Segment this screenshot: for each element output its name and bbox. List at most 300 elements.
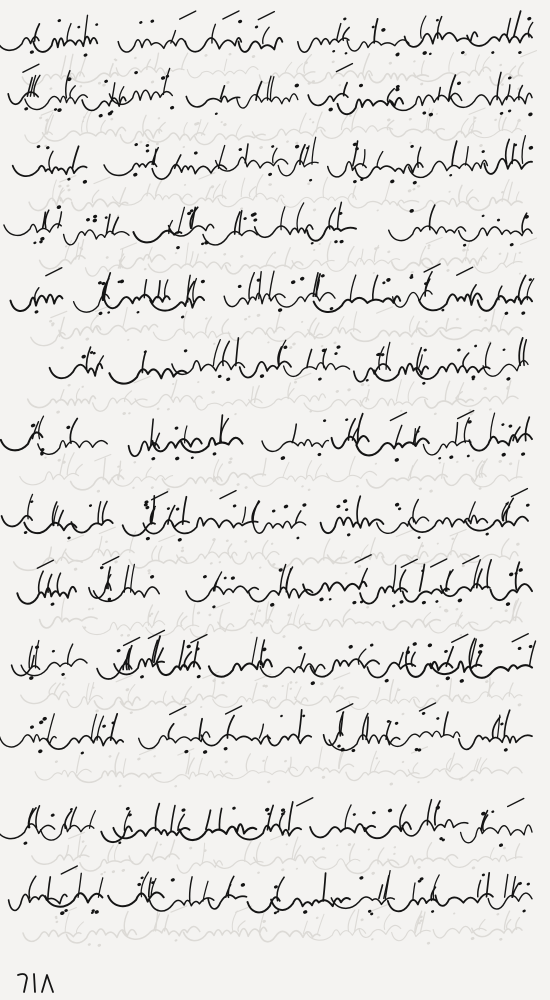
bleed-line-word-ascender <box>475 55 479 72</box>
bleed-line-7 <box>20 453 522 493</box>
manuscript-line-word-dot <box>80 751 84 755</box>
bleed-line-word-stroke <box>184 927 267 940</box>
manuscript-line-word-stroke <box>17 587 76 604</box>
manuscript-line-word-dot <box>136 311 140 314</box>
manuscript-line-word-dot <box>466 454 470 457</box>
bleed-line-word-ascender <box>123 759 126 774</box>
bleed-line-word-stroke <box>71 475 124 490</box>
bleed-line-word-dot <box>248 315 251 318</box>
manuscript-line-word-ascender <box>156 648 163 662</box>
manuscript-line-word-dot <box>438 457 442 460</box>
bleed-line-9 <box>40 598 522 638</box>
bleed-line-word-stroke <box>40 617 97 628</box>
bleed-line-word-ascender <box>323 177 328 198</box>
bleed-line-word-stroke <box>448 855 522 867</box>
manuscript-line-word-kaf-stroke <box>390 413 406 421</box>
bleed-line-word-dot <box>102 83 106 87</box>
bleed-line-word-dot <box>427 247 430 250</box>
bleed-line-word-dot <box>137 757 141 761</box>
manuscript-line-word-dot <box>522 909 526 913</box>
manuscript-line-word-dot <box>528 145 534 150</box>
manuscript-line-word-dot <box>526 882 530 886</box>
bleed-line-word-stroke <box>96 325 157 335</box>
manuscript-line-word-dot <box>497 218 501 222</box>
manuscript-line-word-kaf-stroke <box>297 798 313 806</box>
manuscript-line-word-ascender <box>307 350 312 368</box>
bleed-line-word-stroke <box>268 557 346 568</box>
manuscript-line-word-dot <box>271 145 275 149</box>
bleed-line-word-stroke <box>382 552 428 565</box>
bleed-line-word-stroke <box>59 326 101 339</box>
bleed-line-word-dot <box>96 489 100 493</box>
manuscript-line-word-dot <box>319 597 324 602</box>
manuscript-line-word-dot <box>145 149 149 153</box>
bleed-line-word-dot <box>256 313 261 317</box>
manuscript-line-word-dot <box>34 310 39 314</box>
manuscript-line-word-ascender <box>286 569 290 592</box>
bleed-line-word-dot <box>143 268 146 271</box>
bleed-line-word-ascender <box>124 912 128 933</box>
manuscript-line-word-dot <box>134 70 139 74</box>
bleed-line-word-dot <box>257 871 260 874</box>
bleed-line-word-dot <box>167 408 171 411</box>
bleed-line-word-dot <box>393 852 396 855</box>
manuscript-line-word-ascender <box>386 722 391 740</box>
bleed-line-word-dot <box>250 612 254 616</box>
manuscript-line-word-ascender <box>300 654 305 669</box>
bleed-line-word-dot <box>292 342 296 346</box>
manuscript-line-word-dot <box>410 144 414 148</box>
bleed-line-word-ascender <box>348 247 354 262</box>
manuscript-line-10 <box>12 630 536 685</box>
bleed-line-word-dot <box>258 609 262 612</box>
bleed-line-word-dot <box>367 848 370 851</box>
bleed-line-word-dot <box>375 757 378 760</box>
manuscript-line-word-stroke <box>11 295 63 311</box>
manuscript-line-word-dot <box>83 53 88 57</box>
bleed-line-8 <box>14 527 520 575</box>
bleed-line-word-ascender <box>159 546 162 560</box>
bleed-line-word-stroke <box>187 67 258 78</box>
manuscript-line-word-dot <box>139 21 143 25</box>
bleed-line-word-ascender <box>62 598 65 618</box>
manuscript-line-word-dot <box>40 447 45 452</box>
bleed-line-word-stroke <box>388 855 458 868</box>
manuscript-line-word-dot <box>217 374 222 378</box>
bleed-line-word-dot <box>307 182 311 186</box>
manuscript-line-word-ascender <box>236 338 239 366</box>
manuscript-line-word-ascender <box>39 571 44 592</box>
manuscript-line-word-dot <box>491 810 495 813</box>
bleed-line-word-dot <box>336 844 339 847</box>
bleed-line-word-ascender <box>54 683 60 695</box>
manuscript-line-word-dot <box>143 350 147 354</box>
bleed-line-word-dot <box>417 184 421 188</box>
bleed-line-word-dot <box>509 462 513 466</box>
bleed-line-word-ascender <box>101 120 105 132</box>
manuscript-line-word-dot <box>345 508 349 512</box>
bleed-line-word-ascender <box>422 61 425 76</box>
bleed-line-word-ascender <box>172 380 177 397</box>
bleed-line-word-dot <box>519 272 522 275</box>
bleed-line-word-dot <box>57 458 61 462</box>
bleed-line-word-dot <box>436 684 440 688</box>
manuscript-line-word-ascender <box>178 207 185 233</box>
manuscript-line-word-dot <box>352 813 356 817</box>
manuscript-line-word-stroke <box>488 893 532 909</box>
bleed-line-word-dot <box>489 408 493 411</box>
bleed-line-word-dot <box>270 542 273 545</box>
manuscript-line-word-stroke <box>255 225 313 237</box>
manuscript-line-word-stroke <box>172 361 245 375</box>
bleed-line-word-kaf-stroke <box>159 535 175 541</box>
bleed-line-word-stroke <box>20 472 79 485</box>
bleed-line-word-ascender <box>385 182 390 201</box>
manuscript-line-word-ascender <box>48 714 55 740</box>
manuscript-line-word-dot <box>412 642 417 647</box>
bleed-line-word-dot <box>498 252 501 255</box>
bleed-line-word-dot <box>294 380 298 384</box>
bleed-line-word-stroke <box>119 255 165 269</box>
bleed-line-word-dot <box>181 546 184 549</box>
manuscript-line-word-kaf-stroke <box>220 491 236 499</box>
manuscript-line-word-ascender <box>393 565 396 591</box>
bleed-line-word-dot <box>372 272 375 275</box>
bleed-line-word-dot <box>426 941 430 945</box>
manuscript-line-word-dot <box>201 242 205 246</box>
manuscript-line-word-dot <box>23 530 27 534</box>
manuscript-line-word-stroke <box>152 439 201 452</box>
bleed-line-word-ascender <box>341 114 348 129</box>
bleed-line-word-stroke <box>458 692 522 703</box>
bleed-line-word-ascender <box>285 62 292 73</box>
manuscript-line-word-ascender <box>155 804 159 831</box>
manuscript-line-word-dot <box>521 311 526 316</box>
manuscript-line-word-dot <box>320 274 325 278</box>
manuscript-line-word-stroke <box>262 440 328 452</box>
manuscript-line-word-dot <box>67 536 71 540</box>
bleed-line-word-dot <box>267 341 270 344</box>
manuscript-line-word-dot <box>435 600 439 604</box>
bleed-line-word-dot <box>221 681 225 685</box>
manuscript-line-word-ascender <box>206 810 211 829</box>
bleed-line-word-ascender <box>154 611 159 625</box>
manuscript-line-word-kaf-stroke <box>180 11 196 19</box>
manuscript-line-word-dot <box>521 452 526 457</box>
manuscript-line-word-dot <box>177 537 182 542</box>
bleed-line-word-dot <box>499 937 503 941</box>
bleed-line-word-ascender <box>265 756 268 771</box>
bleed-line-word-ascender <box>76 464 83 474</box>
manuscript-line-word-dot <box>92 218 98 223</box>
manuscript-line-word-ascender <box>259 724 263 738</box>
bleed-line-word-ascender <box>327 242 330 261</box>
bleed-line-word-dot <box>312 208 316 212</box>
manuscript-line-word-dot <box>508 109 512 113</box>
manuscript-line-word-dot <box>429 52 432 55</box>
bleed-line-word-dot <box>307 488 310 491</box>
manuscript-line-word-dot <box>137 882 142 886</box>
manuscript-line-word-stroke <box>329 735 400 751</box>
bleed-line-word-dot <box>172 383 175 386</box>
bleed-line-word-dot <box>471 459 474 462</box>
bleed-line-word-stroke <box>135 394 202 407</box>
manuscript-line-word-ascender <box>374 19 377 43</box>
bleed-line-word-stroke <box>43 127 126 141</box>
manuscript-line-word-dot <box>183 349 187 353</box>
bleed-line-word-ascender <box>146 467 151 477</box>
manuscript-line-word-dot <box>98 311 103 316</box>
manuscript-line-word-dot <box>30 423 36 428</box>
manuscript-line-word-dot <box>501 452 506 457</box>
manuscript-line-word-dot <box>61 672 65 676</box>
bleed-line-word-dot <box>210 185 214 189</box>
bleed-line-word-ascender <box>502 539 509 556</box>
manuscript-line-word-dot <box>70 808 74 811</box>
manuscript-line-word-stroke <box>459 227 532 241</box>
manuscript-line-word-dot <box>170 105 175 110</box>
bleed-line-word-stroke <box>425 399 474 408</box>
bleed-line-word-dot <box>139 140 143 144</box>
manuscript-line-word-stroke <box>253 521 306 533</box>
manuscript-line-word-ascender <box>420 565 425 592</box>
manuscript-line-word-dot <box>427 643 433 648</box>
manuscript-line-word-dot <box>174 426 179 430</box>
manuscript-line-word-dot <box>237 284 242 288</box>
manuscript-line-word-dot <box>254 25 258 29</box>
bleed-line-word-ascender <box>394 688 398 701</box>
manuscript-line-word-ascender <box>438 88 440 100</box>
manuscript-line-word-dot <box>212 452 217 456</box>
manuscript-line-word-ascender <box>252 637 257 664</box>
bleed-line-word-dot <box>108 755 112 758</box>
bleed-line-word-ascender <box>128 685 135 701</box>
bleed-line-word-ascender <box>362 545 369 556</box>
bleed-line-word-dot <box>462 248 467 252</box>
bleed-line-word-ascender <box>442 463 444 478</box>
manuscript-line-word-dot <box>54 108 58 112</box>
bleed-line-word-dot <box>220 121 223 124</box>
bleed-line-word-dot <box>65 245 68 248</box>
bleed-line-word-stroke <box>40 256 85 269</box>
manuscript-line-word-ascender <box>345 805 351 829</box>
bleed-line-word-dot <box>244 540 248 543</box>
bleed-line-word-dot <box>226 81 230 85</box>
manuscript-line-word-ascender <box>522 136 525 164</box>
manuscript-line-word-kaf-stroke <box>61 866 77 874</box>
manuscript-line-word-ascender <box>379 347 384 370</box>
bleed-line-word-ascender <box>241 178 245 197</box>
bleed-line-word-dot <box>205 317 208 320</box>
bleed-line-word-dot <box>197 381 200 384</box>
manuscript-line-word-ascender <box>358 649 366 664</box>
manuscript-line-word-ascender <box>90 811 96 829</box>
manuscript-line-word-kaf-stroke <box>431 559 447 567</box>
bleed-line-word-dot <box>456 460 459 463</box>
manuscript-line-word-dot <box>394 457 399 462</box>
bleed-line-word-ascender <box>193 604 195 626</box>
manuscript-line-word-dot <box>459 678 464 683</box>
bleed-line-word-dot <box>118 784 122 787</box>
bleed-line-word-ascender <box>53 180 57 201</box>
manuscript-line-word-dot <box>359 876 364 881</box>
manuscript-line-word-dot <box>81 354 87 359</box>
manuscript-line-word-dot <box>500 722 504 726</box>
manuscript-line-word-stroke <box>347 40 409 51</box>
manuscript-line-word-dot <box>310 242 314 245</box>
manuscript-line-word-dot <box>422 111 427 115</box>
manuscript-line-word-dot <box>371 25 375 28</box>
bleed-line-word-stroke <box>392 258 433 270</box>
bleed-line-word-stroke <box>349 697 420 709</box>
bleed-line-word-dot <box>467 80 471 84</box>
bleed-line-word-dot <box>166 488 170 492</box>
manuscript-line-word-stroke <box>356 439 428 456</box>
bleed-line-word-dot <box>387 118 391 122</box>
bleed-line-word-dot <box>183 713 187 717</box>
bleed-line-word-dot <box>389 782 393 786</box>
manuscript-line-word-dot <box>353 179 358 183</box>
bleed-line-word-ascender <box>78 836 81 857</box>
bleed-line-word-dot <box>498 459 502 463</box>
bleed-line-word-dot <box>81 385 84 388</box>
bleed-line-word-dot <box>418 487 422 491</box>
manuscript-line-word-stroke <box>276 293 336 307</box>
manuscript-line-word-dot <box>334 352 338 356</box>
bleed-line-word-stroke <box>359 925 401 937</box>
manuscript-line-word-kaf-stroke <box>223 11 239 19</box>
bleed-line-word-dot <box>54 760 58 764</box>
bleed-line-word-dot <box>420 565 423 568</box>
manuscript-line-word-ascender <box>377 152 383 168</box>
bleed-line-word-ascender <box>65 913 69 933</box>
bleed-line-word-stroke <box>351 328 427 341</box>
manuscript-line-word-dot <box>176 245 181 249</box>
manuscript-line-word-stroke <box>208 895 246 909</box>
bleed-line-word-dot <box>61 683 64 686</box>
bleed-line-word-ascender <box>152 842 157 857</box>
manuscript-line-word-stroke <box>491 584 533 600</box>
manuscript-line-word-stroke <box>240 361 291 377</box>
bleed-line-word-ascender <box>118 461 120 480</box>
bleed-line-word-stroke <box>271 623 310 633</box>
manuscript-line-word-dot <box>508 572 514 577</box>
bleed-line-word-ascender <box>120 188 126 203</box>
bleed-line-word-dot <box>56 410 61 414</box>
bleed-line-word-dot <box>496 913 500 916</box>
bleed-line-word-stroke <box>346 770 419 780</box>
manuscript-line-word-stroke <box>172 518 258 534</box>
bleed-line-word-stroke <box>346 860 399 873</box>
bleed-line-word-ascender <box>181 616 187 625</box>
bleed-line-word-ascender <box>474 759 478 771</box>
bleed-line-word-dot <box>127 634 131 638</box>
manuscript-line-word-dot <box>214 112 218 115</box>
bleed-line-word-ascender <box>232 911 237 931</box>
bleed-line-word-ascender <box>518 63 523 76</box>
manuscript-line-word-dot <box>334 240 338 244</box>
bleed-line-word-dot <box>250 631 253 634</box>
manuscript-line-word-dot <box>238 147 242 151</box>
bleed-line-word-dot <box>182 146 185 149</box>
bleed-line-word-ascender <box>155 53 159 69</box>
manuscript-line-word-dot <box>283 345 288 350</box>
manuscript-line-word-dot <box>107 311 110 314</box>
manuscript-line-word-dot <box>457 348 461 352</box>
bleed-line-word-ascender <box>508 182 513 201</box>
bleed-line-11 <box>35 747 522 788</box>
bleed-line-word-kaf-stroke <box>95 455 111 461</box>
bleed-line-word-stroke <box>446 767 522 779</box>
bleed-line-word-kaf-stroke <box>171 906 187 912</box>
manuscript-line-word-dot <box>421 711 425 715</box>
bleed-line-word-stroke <box>94 697 140 709</box>
manuscript-line-word-dot <box>342 499 347 504</box>
manuscript-line-word-dot <box>499 111 503 115</box>
manuscript-line-word-ascender <box>179 641 184 667</box>
manuscript-line-word-dot <box>337 744 341 748</box>
manuscript-line-word-dot <box>133 172 138 177</box>
bleed-line-word-dot <box>262 759 265 762</box>
bleed-line-word-dot <box>366 606 370 609</box>
manuscript-line-word-ascender <box>505 875 508 898</box>
bleed-line-word-dot <box>55 920 58 923</box>
bleed-line-word-dot <box>224 760 228 764</box>
manuscript-line-word-ascender <box>323 873 326 901</box>
manuscript-line-word-stroke <box>374 364 428 381</box>
bleed-line-word-dot <box>212 679 216 683</box>
manuscript-line-word-stroke <box>24 523 76 533</box>
manuscript-line-word-dot <box>508 424 513 428</box>
manuscript-line-word-dot <box>352 600 357 605</box>
bleed-line-word-dot <box>347 843 351 847</box>
manuscript-line-word-stroke <box>185 38 241 52</box>
bleed-line-word-dot <box>433 412 437 415</box>
bleed-line-word-ascender <box>186 243 189 265</box>
bleed-line-word-kaf-stroke <box>116 675 132 681</box>
bleed-line-word-ascender <box>374 761 379 772</box>
bleed-line-word-dot <box>134 56 137 59</box>
bleed-line-word-dot <box>66 184 70 188</box>
bleed-line-word-dot <box>121 868 125 872</box>
bleed-line-word-dot <box>127 339 130 342</box>
bleed-line-word-stroke <box>80 860 133 871</box>
manuscript-line-word-dot <box>66 425 71 430</box>
manuscript-line-word-dot <box>474 344 478 347</box>
bleed-line-word-dot <box>110 117 114 120</box>
bleed-line-word-ascender <box>249 187 255 197</box>
bleed-line-word-ascender <box>459 185 462 201</box>
bleed-line-word-dot <box>345 572 348 575</box>
manuscript-line-word-dot <box>478 643 484 648</box>
manuscript-line-11 <box>0 703 532 755</box>
manuscript-line-word-kaf-stroke <box>23 64 39 72</box>
bleed-line-word-stroke <box>468 198 522 211</box>
manuscript-line-word-ascender <box>497 72 501 99</box>
bleed-line-word-dot <box>494 118 497 121</box>
bleed-line-word-dot <box>347 388 351 392</box>
bleed-line-word-stroke <box>66 549 134 561</box>
manuscript-line-word-dot <box>332 50 336 53</box>
bleed-line-word-dot <box>150 486 154 490</box>
manuscript-line-word-dot <box>417 536 421 539</box>
bleed-line-word-dot <box>504 609 508 613</box>
bleed-line-word-dot <box>448 190 451 193</box>
bleed-line-word-dot <box>311 121 314 124</box>
bleed-line-word-dot <box>357 564 361 568</box>
bleed-line-word-dot <box>409 141 412 144</box>
bleed-line-word-dot <box>87 943 91 947</box>
